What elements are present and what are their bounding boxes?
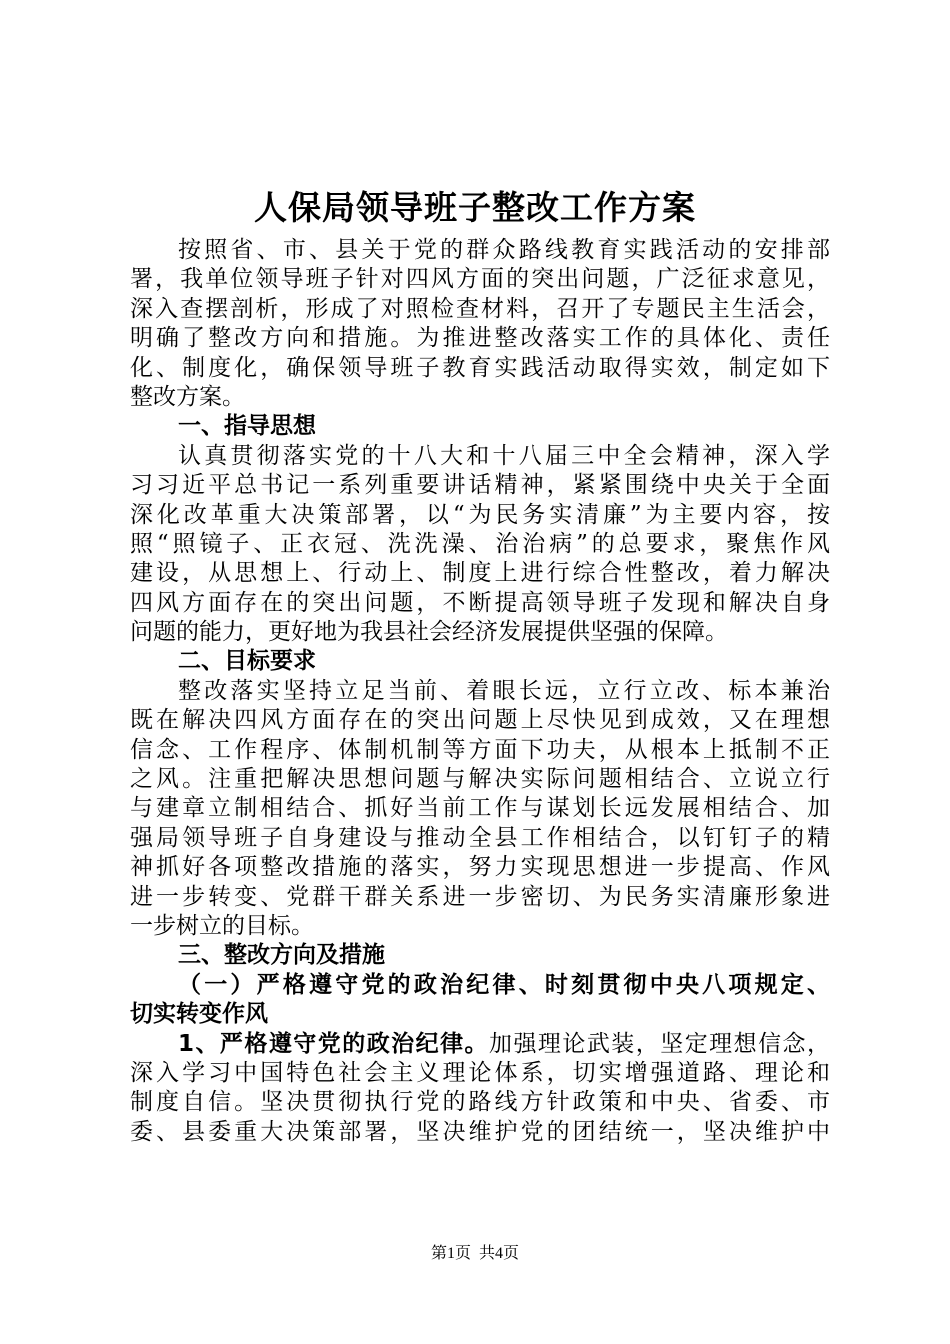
paragraph-line: 深入查摆剖析，形成了对照检查材料，召开了专题民主生活会，: [130, 295, 830, 322]
paragraph-line: 之风。注重把解决思想问题与解决实际问题相结合、立说立行: [130, 766, 830, 793]
paragraph-line: 深化改革重大决策部署，以“为民务实清廉”为主要内容，按: [130, 501, 830, 528]
paragraph-line: 明确了整改方向和措施。为推进整改落实工作的具体化、责任: [130, 325, 830, 352]
paragraph-line: 信念、工作程序、体制机制等方面下功夫，从根本上抵制不正: [130, 736, 830, 763]
subsection-heading: 1、严格遵守党的政治纪律。: [178, 1030, 489, 1057]
section-heading-line: （一）严格遵守党的政治纪律、时刻贯彻中央八项规定、: [178, 971, 830, 998]
paragraph-line: 四风方面存在的突出问题，不断提高领导班子发现和解决自身: [130, 589, 830, 616]
paragraph-line: 神抓好各项整改措施的落实，努力实现思想进一步提高、作风: [130, 854, 830, 881]
paragraph-line: 制度自信。坚决贯彻执行党的路线方针政策和中央、省委、市: [130, 1089, 830, 1116]
paragraph-line: 问题的能力，更好地为我县社会经济发展提供坚强的保障。: [130, 619, 728, 646]
paragraph-line: 深入学习中国特色社会主义理论体系，切实增强道路、理论和: [130, 1059, 830, 1086]
document-title: 人保局领导班子整改工作方案: [254, 188, 696, 227]
paragraph-line: 按照省、市、县关于党的群众路线教育实践活动的安排部: [178, 237, 830, 263]
paragraph-line: 照“照镜子、正衣冠、洗洗澡、治治病”的总要求，聚焦作风: [130, 530, 830, 557]
section-heading-line: 一、指导思想: [178, 413, 316, 440]
section-heading-line: 三、整改方向及措施: [178, 942, 385, 969]
paragraph-line: 一步树立的目标。: [130, 912, 314, 939]
page-total: 共4页: [479, 1245, 520, 1262]
paragraph-line: 认真贯彻落实党的十八大和十八届三中全会精神，深入学: [178, 442, 830, 469]
paragraph-line: 委、县委重大决策部署，坚决维护党的团结统一，坚决维护中: [130, 1118, 830, 1145]
paragraph-line: 整改方案。: [130, 383, 245, 410]
section-heading-line: 切实转变作风: [130, 1001, 268, 1028]
paragraph-line: 既在解决四风方面存在的突出问题上尽快见到成效，又在理想: [130, 707, 830, 734]
paragraph-line: 强局领导班子自身建设与推动全县工作相结合，以钉钉子的精: [130, 824, 830, 851]
paragraph-line: 习习近平总书记一系列重要讲话精神，紧紧围绕中央关于全面: [130, 472, 830, 499]
section-heading-line: 二、目标要求: [178, 648, 316, 675]
paragraph-line: 建设，从思想上、行动上、制度上进行综合性整改，着力解决: [130, 560, 830, 587]
paragraph-line: 化、制度化，确保领导班子教育实践活动取得实效，制定如下: [130, 354, 830, 381]
document-body: [130, 236, 830, 1147]
page-number: 第1页: [430, 1245, 471, 1262]
mixed-paragraph-line: [130, 1030, 830, 1059]
paragraph-text: 加强理论武装，坚定理想信念，: [489, 1030, 830, 1057]
paragraph-line: 进一步转变、党群干群关系进一步密切、为民务实清廉形象进: [130, 883, 830, 910]
paragraph-line: 与建章立制相结合、抓好当前工作与谋划长远发展相结合、加: [130, 795, 830, 822]
paragraph-line: 整改落实坚持立足当前、着眼长远，立行立改、标本兼治: [178, 677, 830, 704]
page-footer: [0, 1244, 950, 1264]
paragraph-line: 署，我单位领导班子针对四风方面的突出问题，广泛征求意见，: [130, 266, 830, 293]
